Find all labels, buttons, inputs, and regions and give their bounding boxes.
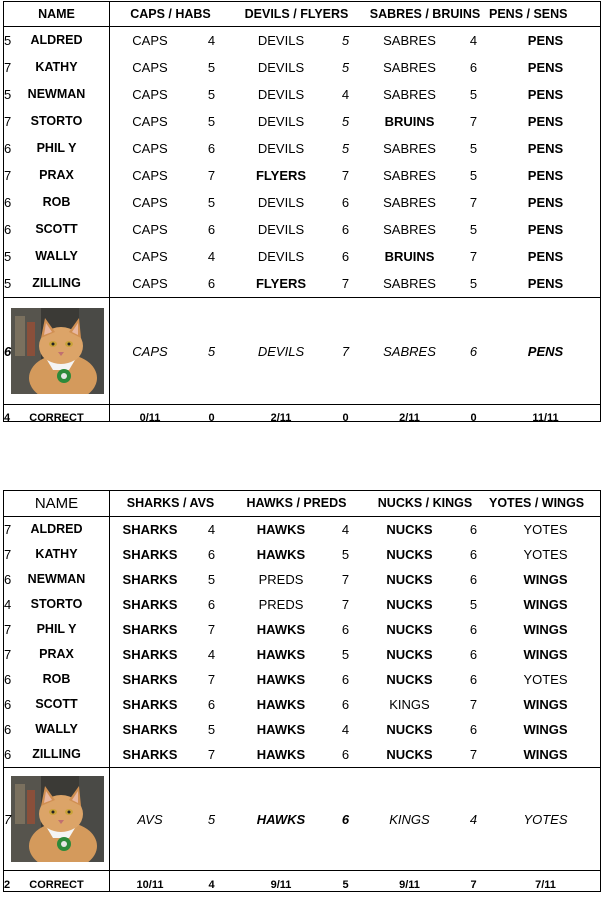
- games-pick: 5: [4, 87, 12, 102]
- team-pick: NUCKS: [386, 597, 433, 612]
- player-name: SCOTT: [35, 697, 78, 712]
- player-name: SCOTT: [35, 222, 78, 237]
- cat-games-pick: 7: [4, 811, 12, 827]
- correct-count: 9/11: [270, 878, 292, 891]
- games-pick: 6: [341, 195, 350, 210]
- team-pick: CAPS: [132, 87, 168, 102]
- games-pick: 5: [341, 114, 350, 129]
- player-name: PRAX: [39, 168, 74, 183]
- team-pick: YOTES: [523, 522, 568, 537]
- games-pick: 6: [469, 60, 478, 75]
- games-pick: 6: [469, 672, 478, 687]
- team-pick: CAPS: [132, 33, 168, 48]
- team-pick: SABRES: [383, 276, 436, 291]
- cat-photo-icon: [11, 308, 104, 394]
- games-pick: 6: [469, 622, 478, 637]
- games-pick: 4: [341, 522, 350, 537]
- team-pick: CAPS: [132, 249, 168, 264]
- games-pick: 7: [469, 195, 478, 210]
- games-pick: 5: [469, 276, 478, 291]
- correct-count: 7/11: [535, 878, 556, 891]
- games-pick: 5: [469, 597, 478, 612]
- games-pick: 6: [207, 276, 216, 291]
- games-pick: 7: [4, 522, 12, 537]
- correct-label: CORRECT: [29, 878, 84, 891]
- team-pick: CAPS: [132, 168, 168, 183]
- cat-team-pick: HAWKS: [256, 811, 306, 827]
- picks-table-1: [3, 1, 601, 422]
- correct-games: 5: [342, 878, 349, 891]
- player-name: NEWMAN: [27, 572, 86, 587]
- team-pick: BRUINS: [384, 114, 435, 129]
- cat-team-pick: DEVILS: [257, 343, 305, 359]
- games-pick: 7: [4, 547, 12, 562]
- player-name: ALDRED: [30, 522, 83, 537]
- games-pick: 6: [207, 222, 216, 237]
- games-pick: 5: [4, 276, 12, 291]
- player-name: WALLY: [35, 722, 78, 737]
- correct-count: 10/11: [136, 878, 164, 891]
- team-pick: DEVILS: [257, 114, 305, 129]
- team-pick: SHARKS: [122, 747, 178, 762]
- games-pick: 6: [469, 647, 478, 662]
- team-pick: DEVILS: [257, 195, 305, 210]
- team-pick: PENS: [527, 114, 564, 129]
- team-pick: WINGS: [523, 647, 568, 662]
- games-pick: 4: [341, 722, 350, 737]
- games-pick: 7: [207, 622, 216, 637]
- matchup-header: CAPS / HABS: [130, 6, 211, 21]
- team-pick: SHARKS: [122, 547, 178, 562]
- games-pick: 5: [207, 572, 216, 587]
- team-pick: HAWKS: [256, 522, 306, 537]
- team-pick: NUCKS: [386, 672, 433, 687]
- team-pick: DEVILS: [257, 249, 305, 264]
- games-pick: 6: [341, 672, 350, 687]
- games-pick: 5: [469, 222, 478, 237]
- correct-count: 11/11: [532, 411, 559, 424]
- team-pick: HAWKS: [256, 672, 306, 687]
- team-pick: NUCKS: [386, 647, 433, 662]
- games-pick: 5: [341, 547, 350, 562]
- team-pick: PENS: [527, 33, 564, 48]
- player-name: ZILLING: [32, 276, 81, 291]
- games-pick: 6: [4, 222, 12, 237]
- team-pick: SABRES: [383, 33, 436, 48]
- games-pick: 7: [4, 622, 12, 637]
- picks-table-2: [3, 490, 601, 892]
- games-pick: 6: [341, 747, 350, 762]
- games-pick: 6: [207, 697, 216, 712]
- player-name: PHIL Y: [36, 622, 77, 637]
- player-name: PRAX: [39, 647, 74, 662]
- games-pick: 5: [207, 87, 216, 102]
- games-pick: 6: [469, 572, 478, 587]
- team-pick: CAPS: [132, 60, 168, 75]
- team-pick: WINGS: [523, 747, 568, 762]
- games-pick: 5: [207, 722, 216, 737]
- correct-games: 0: [470, 411, 477, 424]
- games-pick: 5: [4, 249, 12, 264]
- team-pick: HAWKS: [256, 547, 306, 562]
- games-pick: 7: [207, 672, 216, 687]
- games-pick: 4: [341, 87, 350, 102]
- games-pick: 6: [341, 249, 350, 264]
- team-pick: NUCKS: [386, 522, 433, 537]
- games-pick: 5: [341, 60, 350, 75]
- team-pick: BRUINS: [384, 249, 435, 264]
- team-pick: SABRES: [383, 168, 436, 183]
- player-name: ALDRED: [30, 33, 83, 48]
- games-pick: 7: [469, 747, 478, 762]
- team-pick: SABRES: [383, 60, 436, 75]
- team-pick: FLYERS: [255, 276, 307, 291]
- correct-games: 0: [208, 411, 215, 424]
- cat-games-pick: 6: [4, 343, 12, 359]
- team-pick: CAPS: [132, 222, 168, 237]
- team-pick: SABRES: [383, 222, 436, 237]
- games-pick: 6: [341, 697, 350, 712]
- team-pick: PENS: [527, 249, 564, 264]
- cat-games-pick: 6: [341, 811, 350, 827]
- games-pick: 5: [469, 87, 478, 102]
- games-pick: 7: [4, 114, 12, 129]
- player-name: ROB: [42, 195, 71, 210]
- name-header: NAME: [38, 6, 75, 21]
- correct-games: 4: [208, 878, 215, 891]
- team-pick: WINGS: [523, 572, 568, 587]
- team-pick: HAWKS: [256, 697, 306, 712]
- team-pick: PREDS: [258, 572, 304, 587]
- cat-team-pick: KINGS: [389, 811, 430, 827]
- games-pick: 6: [4, 697, 12, 712]
- games-pick: 5: [341, 647, 350, 662]
- games-pick: 4: [207, 33, 216, 48]
- team-pick: CAPS: [132, 195, 168, 210]
- team-pick: WINGS: [523, 697, 568, 712]
- team-pick: YOTES: [523, 547, 568, 562]
- player-name: STORTO: [30, 114, 83, 129]
- correct-games: 2: [4, 878, 11, 891]
- cat-games-pick: 6: [469, 343, 478, 359]
- games-pick: 7: [469, 249, 478, 264]
- correct-label: CORRECT: [29, 411, 84, 424]
- team-pick: HAWKS: [256, 722, 306, 737]
- team-pick: DEVILS: [257, 60, 305, 75]
- games-pick: 7: [341, 572, 350, 587]
- matchup-header: HAWKS / PREDS: [246, 496, 347, 511]
- team-pick: SABRES: [383, 141, 436, 156]
- player-name: ROB: [42, 672, 71, 687]
- cat-games-pick: 4: [469, 811, 478, 827]
- games-pick: 6: [4, 572, 12, 587]
- team-pick: PENS: [527, 195, 564, 210]
- team-pick: KINGS: [389, 697, 430, 712]
- player-name: ZILLING: [32, 747, 81, 762]
- cat-games-pick: 5: [207, 343, 216, 359]
- player-name: STORTO: [30, 597, 83, 612]
- games-pick: 6: [341, 222, 350, 237]
- cat-team-pick: PENS: [527, 343, 564, 359]
- name-header: NAME: [34, 495, 79, 512]
- games-pick: 5: [469, 141, 478, 156]
- games-pick: 7: [469, 114, 478, 129]
- games-pick: 7: [207, 747, 216, 762]
- team-pick: HAWKS: [256, 747, 306, 762]
- games-pick: 5: [207, 114, 216, 129]
- games-pick: 7: [341, 276, 350, 291]
- team-pick: DEVILS: [257, 222, 305, 237]
- team-pick: PENS: [527, 222, 564, 237]
- games-pick: 6: [341, 622, 350, 637]
- team-pick: DEVILS: [257, 141, 305, 156]
- cat-team-pick: CAPS: [132, 343, 168, 359]
- games-pick: 6: [469, 547, 478, 562]
- games-pick: 7: [341, 597, 350, 612]
- team-pick: PENS: [527, 276, 564, 291]
- team-pick: NUCKS: [386, 622, 433, 637]
- team-pick: PENS: [527, 60, 564, 75]
- games-pick: 4: [207, 249, 216, 264]
- games-pick: 6: [4, 141, 12, 156]
- correct-count: 0/11: [139, 411, 161, 424]
- team-pick: SHARKS: [122, 697, 178, 712]
- team-pick: CAPS: [132, 276, 168, 291]
- team-pick: YOTES: [523, 672, 568, 687]
- team-pick: WINGS: [523, 622, 568, 637]
- games-pick: 7: [469, 697, 478, 712]
- cat-games-pick: 5: [207, 811, 216, 827]
- matchup-header: SABRES / BRUINS: [369, 6, 481, 21]
- games-pick: 7: [4, 647, 12, 662]
- games-pick: 6: [469, 522, 478, 537]
- games-pick: 4: [207, 647, 216, 662]
- team-pick: WINGS: [523, 597, 568, 612]
- matchup-header: SHARKS / AVS: [126, 496, 215, 511]
- correct-games: 0: [342, 411, 349, 424]
- team-pick: HAWKS: [256, 647, 306, 662]
- team-pick: CAPS: [132, 141, 168, 156]
- games-pick: 6: [207, 597, 216, 612]
- team-pick: DEVILS: [257, 87, 305, 102]
- team-pick: SABRES: [383, 195, 436, 210]
- team-pick: FLYERS: [255, 168, 307, 183]
- cat-team-pick: YOTES: [523, 811, 568, 827]
- games-pick: 6: [4, 672, 12, 687]
- cat-team-pick: SABRES: [383, 343, 436, 359]
- games-pick: 6: [4, 722, 12, 737]
- games-pick: 7: [4, 168, 12, 183]
- team-pick: NUCKS: [386, 547, 433, 562]
- team-pick: WINGS: [523, 722, 568, 737]
- player-name: NEWMAN: [27, 87, 86, 102]
- team-pick: DEVILS: [257, 33, 305, 48]
- games-pick: 5: [4, 33, 12, 48]
- games-pick: 7: [341, 168, 350, 183]
- games-pick: 6: [207, 547, 216, 562]
- team-pick: SHARKS: [122, 672, 178, 687]
- player-name: KATHY: [35, 547, 78, 562]
- cat-photo-icon: [11, 776, 104, 862]
- team-pick: NUCKS: [386, 572, 433, 587]
- team-pick: PENS: [527, 87, 564, 102]
- games-pick: 4: [469, 33, 478, 48]
- player-name: KATHY: [35, 60, 78, 75]
- team-pick: CAPS: [132, 114, 168, 129]
- correct-count: 2/11: [399, 411, 420, 424]
- team-pick: SABRES: [383, 87, 436, 102]
- correct-count: 2/11: [270, 411, 292, 424]
- team-pick: SHARKS: [122, 722, 178, 737]
- games-pick: 6: [207, 141, 216, 156]
- games-pick: 5: [341, 141, 350, 156]
- games-pick: 5: [207, 60, 216, 75]
- team-pick: SHARKS: [122, 647, 178, 662]
- games-pick: 4: [4, 597, 12, 612]
- correct-games: 7: [470, 878, 477, 891]
- team-pick: SHARKS: [122, 597, 178, 612]
- team-pick: PREDS: [258, 597, 304, 612]
- games-pick: 6: [4, 747, 12, 762]
- team-pick: SHARKS: [122, 572, 178, 587]
- games-pick: 5: [207, 195, 216, 210]
- correct-games: 4: [4, 411, 11, 424]
- games-pick: 7: [4, 60, 12, 75]
- player-name: PHIL Y: [36, 141, 77, 156]
- games-pick: 5: [341, 33, 350, 48]
- games-pick: 6: [469, 722, 478, 737]
- team-pick: NUCKS: [386, 722, 433, 737]
- correct-count: 9/11: [399, 878, 420, 891]
- matchup-header: PENS / SENS: [489, 6, 568, 21]
- matchup-header: NUCKS / KINGS: [377, 496, 473, 511]
- games-pick: 4: [207, 522, 216, 537]
- cat-games-pick: 7: [341, 343, 350, 359]
- team-pick: PENS: [527, 141, 564, 156]
- team-pick: SHARKS: [122, 522, 178, 537]
- cat-team-pick: AVS: [137, 811, 163, 827]
- matchup-header: YOTES / WINGS: [489, 496, 585, 511]
- team-pick: SHARKS: [122, 622, 178, 637]
- matchup-header: DEVILS / FLYERS: [244, 6, 349, 21]
- games-pick: 5: [469, 168, 478, 183]
- team-pick: PENS: [527, 168, 564, 183]
- games-pick: 7: [207, 168, 216, 183]
- player-name: WALLY: [35, 249, 78, 264]
- team-pick: NUCKS: [386, 747, 433, 762]
- team-pick: HAWKS: [256, 622, 306, 637]
- games-pick: 6: [4, 195, 12, 210]
